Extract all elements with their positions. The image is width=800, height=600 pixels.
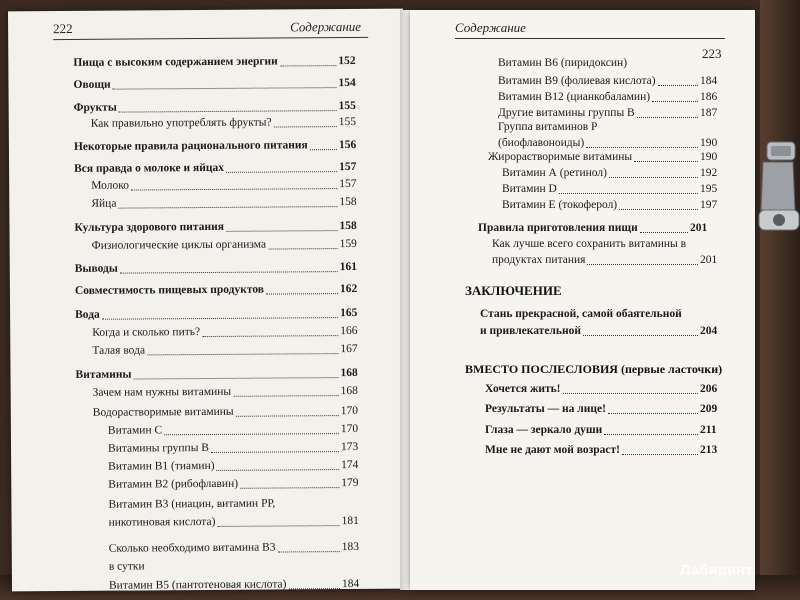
toc-entry-page: 154 (338, 76, 356, 90)
toc-entry-page: 155 (338, 99, 356, 113)
header-rule-left (53, 37, 368, 40)
toc-entry (73, 78, 110, 92)
toc-entry (485, 402, 606, 416)
toc-entry-title: Вся правда о молоке и яйцах (74, 161, 225, 175)
toc-entry-page: 211 (700, 424, 717, 436)
toc-entry-page: 158 (339, 219, 357, 233)
toc-entry-page: 159 (339, 237, 357, 251)
toc-entry-page: 168 (340, 366, 358, 380)
toc-entry (109, 541, 276, 556)
toc-entry (92, 343, 145, 357)
dot-leader (268, 248, 337, 249)
running-head-left: Содержание (290, 18, 362, 35)
toc-entry-page: 213 (700, 444, 718, 456)
header-rule-right (455, 38, 725, 39)
toc-entry-title: Витамин В6 (пиридоксин) (498, 57, 628, 69)
dot-leader (147, 353, 338, 355)
toc-entry (498, 74, 656, 88)
dot-leader (640, 232, 688, 233)
toc-entry-page: 168 (340, 384, 358, 398)
toc-entry-title: Некоторые правила рационального питания (73, 139, 308, 153)
toc-entry-page: 184 (341, 577, 360, 591)
dot-leader (604, 434, 698, 435)
toc-entry-title: Витамин С (107, 424, 163, 437)
toc-entry-title: Физиологические циклы организма (91, 238, 267, 252)
toc-entry-title: Жирорастворимые витамины (488, 151, 633, 163)
toc-entry (502, 198, 617, 212)
toc-entry-title: Мне не дают мой возраст! (485, 444, 620, 456)
toc-entry (108, 459, 214, 474)
toc-entry-title: Витамин В3 (ниацин, витамин РР, (108, 497, 276, 511)
toc-entry (108, 477, 238, 492)
section-heading-afterword: ВМЕСТО ПОСЛЕСЛОВИЯ (первые ласточки) (465, 362, 723, 376)
toc-entry-page: 157 (339, 177, 357, 191)
dot-leader (217, 469, 340, 471)
toc-entry (485, 382, 561, 396)
toc-entry (74, 220, 224, 235)
toc-entry (488, 150, 632, 164)
dot-leader (217, 525, 339, 527)
toc-entry-page: 166 (340, 324, 358, 338)
toc-entry-title: Витамин В5 (пантотеновая кислота) (108, 578, 287, 592)
toc-entry-page: 179 (341, 476, 359, 490)
dot-leader (102, 317, 338, 320)
toc-entry (502, 166, 607, 180)
dot-leader (583, 335, 698, 336)
toc-entry-page: 181 (341, 514, 359, 528)
toc-entry-title: Глаза — зеркало души (485, 424, 603, 436)
toc-entry-title: Как правильно употреблять фрукты? (90, 116, 272, 130)
toc-entry-title: Культура здорового питания (74, 220, 224, 234)
toc-entry (485, 423, 602, 437)
toc-entry-page: 162 (339, 282, 358, 296)
toc-entry (93, 385, 232, 400)
toc-entry-title: Витамин А (ретинол) (502, 167, 607, 179)
toc-entry-page: 190 (700, 151, 718, 163)
toc-entry (478, 221, 638, 235)
toc-entry-title: Витамин Е (токоферол) (502, 199, 618, 211)
toc-entry-title: Другие витамины группы В (498, 107, 635, 119)
toc-entry (492, 237, 686, 251)
toc-entry-page: 156 (338, 138, 357, 152)
binder-clip-icon (755, 140, 800, 250)
toc-entry (502, 182, 557, 196)
toc-entry (75, 262, 118, 276)
dot-leader (652, 101, 698, 102)
toc-entry (74, 101, 117, 115)
dot-leader (609, 177, 698, 178)
toc-entry-page: 204 (700, 325, 718, 337)
toc-entry-page: 174 (341, 458, 359, 472)
toc-entry-title: Пища с высоким содержанием энергии (73, 55, 278, 69)
toc-entry-page: 192 (700, 167, 718, 179)
toc-entry-title: продуктах питания (492, 254, 586, 266)
dot-leader (266, 293, 338, 295)
toc-entry (73, 55, 278, 70)
dot-leader (280, 65, 336, 66)
dot-leader (587, 264, 698, 265)
toc-entry-title: Витамин В9 (фолиевая кислота) (498, 75, 656, 87)
toc-entry-page: 183 (341, 540, 360, 554)
section-heading-conclusion: ЗАКЛЮЧЕНИЕ (465, 283, 562, 298)
toc-entry (91, 179, 129, 193)
dot-leader (113, 87, 337, 90)
page-number-left: 222 (53, 20, 73, 37)
toc-entry (91, 116, 272, 131)
toc-entry (74, 138, 308, 154)
toc-entry-title: в сутки (108, 560, 145, 573)
dot-leader (619, 209, 698, 210)
toc-entry-page: 209 (700, 403, 718, 415)
dot-leader (131, 188, 337, 190)
page-number-right: 223 (702, 46, 722, 61)
toc-entry (108, 423, 162, 437)
toc-entry-title: Молоко (91, 179, 130, 192)
dot-leader (586, 147, 698, 148)
dot-leader (274, 126, 337, 127)
toc-entry (109, 515, 216, 530)
toc-entry (91, 197, 116, 211)
toc-entry-title: Выводы (74, 262, 118, 275)
toc-entry-page: 184 (700, 75, 718, 87)
toc-entry-title: Овощи (73, 78, 111, 91)
toc-entry-page: 173 (340, 440, 359, 454)
toc-entry-title: Стань прекрасной, самой обаятельной (480, 308, 682, 320)
toc-entry (93, 405, 234, 420)
toc-entry-title: Витамин D (502, 183, 557, 195)
dot-leader (310, 149, 337, 150)
toc-entry (498, 136, 584, 150)
dot-leader (233, 395, 338, 397)
dot-leader (236, 415, 339, 417)
dot-leader (608, 413, 698, 414)
toc-entry (109, 559, 145, 573)
dot-leader (634, 161, 698, 162)
dot-leader (120, 271, 338, 274)
toc-entry-page: 158 (339, 195, 357, 209)
toc-entry (75, 368, 131, 382)
toc-entry-title: Витамины (75, 368, 132, 381)
toc-entry-title: (биофлавоноиды) (498, 137, 585, 149)
toc-entry-title: Зачем нам нужны витамины (92, 385, 232, 399)
toc-entry (74, 161, 224, 176)
toc-entry-title: Хочется жить! (485, 383, 561, 395)
toc-entry (108, 441, 209, 456)
toc-entry-page: 201 (690, 222, 708, 234)
toc-entry (109, 577, 287, 592)
toc-entry-title: Вода (75, 308, 100, 321)
dot-leader (211, 451, 339, 453)
watermark-logo: Лабиринт (680, 562, 753, 579)
toc-entry-page: 161 (339, 260, 358, 274)
dot-leader (658, 85, 698, 86)
table-surface (760, 0, 800, 600)
left-page (8, 9, 407, 592)
running-head-right: Содержание (455, 20, 526, 35)
toc-entry-page: 152 (338, 54, 356, 68)
right-page (410, 10, 755, 590)
toc-entry (498, 90, 650, 104)
dot-leader (119, 110, 337, 113)
toc-entry-title: никотиновая кислота) (108, 515, 216, 529)
toc-entry-title: Витамин В12 (цианкобаламин) (498, 91, 651, 103)
toc-entry-title: Совместимость пищевых продуктов (74, 283, 265, 297)
toc-entry-title: Когда и сколько пить? (92, 326, 201, 339)
dot-leader (637, 117, 698, 118)
toc-entry-title: Витамин В1 (тиамин) (108, 459, 215, 473)
dot-leader (622, 454, 698, 455)
toc-entry-page: 201 (700, 254, 718, 266)
toc-entry-title: Как лучше всего сохранить витамины в (492, 238, 687, 250)
toc-entry (92, 238, 267, 253)
toc-entry (498, 56, 627, 70)
toc-entry-title: Группа витаминов Р (498, 121, 598, 133)
toc-entry-page: 170 (340, 422, 359, 436)
toc-entry-page: 157 (339, 160, 357, 174)
toc-entry-page: 167 (340, 342, 358, 356)
dot-leader (134, 377, 339, 379)
dot-leader (559, 193, 698, 194)
toc-entry-page: 165 (340, 306, 358, 320)
toc-entry-title: Водорастворимые витамины (92, 405, 234, 419)
dot-leader (563, 393, 698, 394)
toc-entry-page: 155 (338, 115, 357, 129)
toc-entry-page: 190 (700, 137, 718, 149)
toc-entry-title: Витамины группы В (107, 441, 210, 455)
toc-entry (480, 324, 581, 338)
toc-entry (498, 106, 635, 120)
toc-entry (485, 443, 620, 457)
toc-entry-page: 170 (340, 404, 359, 418)
toc-entry-title: Талая вода (92, 344, 146, 357)
toc-entry (480, 307, 682, 321)
toc-entry-title: Витамин В2 (рибофлавин) (108, 477, 239, 491)
toc-entry-title: Правила приготовления пищи (478, 222, 638, 234)
toc-entry-page: 186 (700, 91, 718, 103)
toc-entry-title: Яйца (91, 197, 117, 210)
toc-entry-title: Результаты — на лице! (485, 403, 606, 415)
toc-entry (75, 308, 100, 322)
toc-entry (492, 253, 585, 267)
dot-leader (240, 487, 339, 489)
dot-leader (164, 433, 339, 435)
toc-entry-page: 195 (700, 183, 718, 195)
toc-entry-title: и привлекательной (480, 325, 581, 337)
toc-entry-title: Фрукты (73, 101, 117, 114)
dot-leader (119, 206, 338, 209)
toc-entry-page: 197 (700, 199, 718, 211)
toc-entry-page: 206 (700, 383, 718, 395)
toc-entry (75, 283, 264, 298)
dot-leader (278, 551, 340, 552)
dot-leader (226, 230, 337, 232)
toc-entry-page: 187 (700, 107, 718, 119)
toc-entry (498, 120, 597, 134)
toc-entry-title: Сколько необходимо витамина В3 (108, 541, 276, 555)
dot-leader (226, 171, 337, 173)
toc-entry (108, 497, 275, 512)
toc-entry (92, 325, 200, 340)
dot-leader (202, 335, 338, 337)
